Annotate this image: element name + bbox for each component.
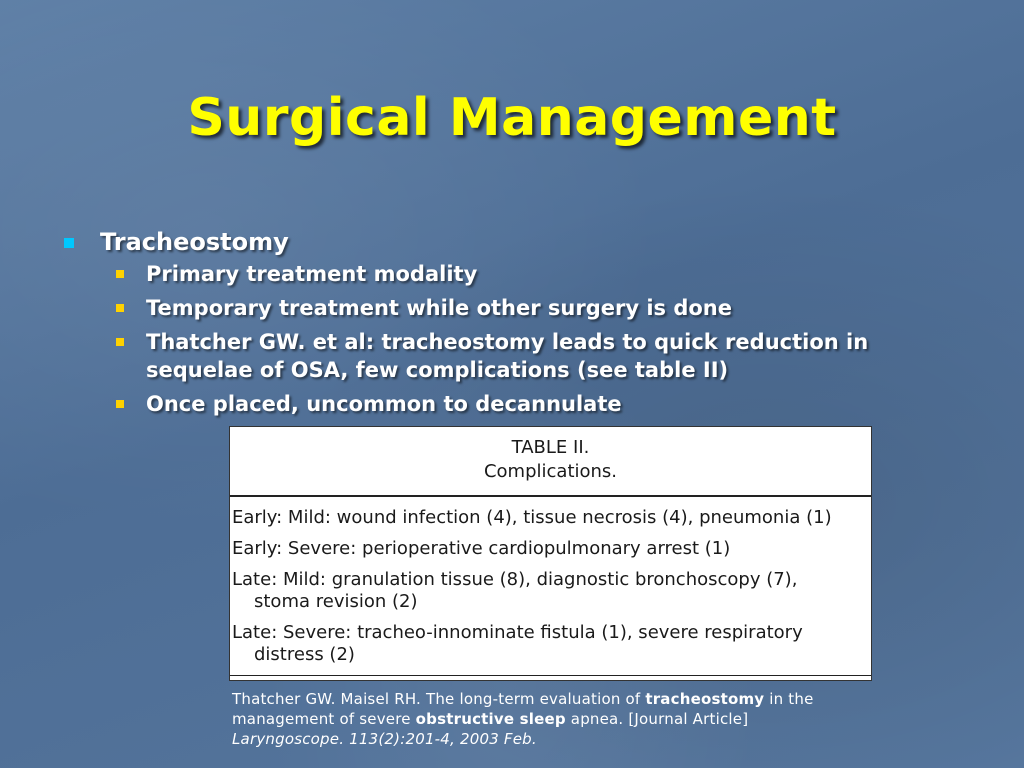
sub-bullet-list <box>62 260 962 418</box>
sub-bullet-text: Thatcher GW. et al: tracheostomy leads to quick reduction in sequelae of OSA, few complications (see table II) <box>146 330 869 382</box>
table-row-continuation: stoma revision (2) <box>254 591 418 612</box>
citation-text: apnea. [Journal Article] <box>565 710 749 728</box>
sub-bullet-square-icon <box>116 400 124 408</box>
sub-bullet <box>116 328 906 384</box>
table-row-continuation: distress (2) <box>254 644 355 665</box>
bullet-text: Tracheostomy <box>100 228 289 256</box>
citation-keyword: obstructive sleep <box>415 710 566 728</box>
sub-bullet-text: Once placed, uncommon to decannulate <box>146 392 622 416</box>
complications-table <box>229 426 872 681</box>
table-row <box>232 538 862 560</box>
citation <box>232 689 912 749</box>
bullet-tracheostomy <box>62 226 962 258</box>
sub-bullet <box>116 294 906 322</box>
table-row-text: Early: Mild: wound infection (4), tissue necrosis (4), pneumonia (1) <box>232 507 832 528</box>
sub-bullet-text: Primary treatment modality <box>146 262 478 286</box>
sub-bullet-square-icon <box>116 270 124 278</box>
citation-keyword: tracheostomy <box>645 690 765 708</box>
citation-text: in the management of severe <box>232 690 814 728</box>
sub-bullet-square-icon <box>116 338 124 346</box>
sub-bullet <box>116 390 906 418</box>
table-rows <box>232 507 862 675</box>
sub-bullet-square-icon <box>116 304 124 312</box>
table-row <box>232 569 862 613</box>
bullet-list <box>62 226 962 424</box>
citation-text: Thatcher GW. Maisel RH. The long-term evaluation of <box>232 690 646 708</box>
table-divider <box>230 495 871 497</box>
table-row <box>232 622 862 666</box>
sub-bullet <box>116 260 906 288</box>
sub-bullet-text: Temporary treatment while other surgery is done <box>146 296 733 320</box>
table-title: TABLE II. <box>511 437 590 458</box>
bullet-square-icon <box>64 238 74 248</box>
table-header <box>230 427 871 484</box>
table-subtitle: Complications. <box>483 461 618 482</box>
slide-title: Surgical Management <box>187 88 837 148</box>
citation-journal: Laryngoscope. 113(2):201-4, 2003 Feb. <box>232 730 537 748</box>
table-row <box>232 507 862 529</box>
table-bottom-rule <box>230 675 871 676</box>
table-row-text: Late: Mild: granulation tissue (8), diagnostic bronchoscopy (7), <box>232 569 798 590</box>
table-row-text: Early: Severe: perioperative cardiopulmonary arrest (1) <box>232 538 731 559</box>
table-row-text: Late: Severe: tracheo-innominate fistula (1), severe respiratory <box>232 622 803 643</box>
